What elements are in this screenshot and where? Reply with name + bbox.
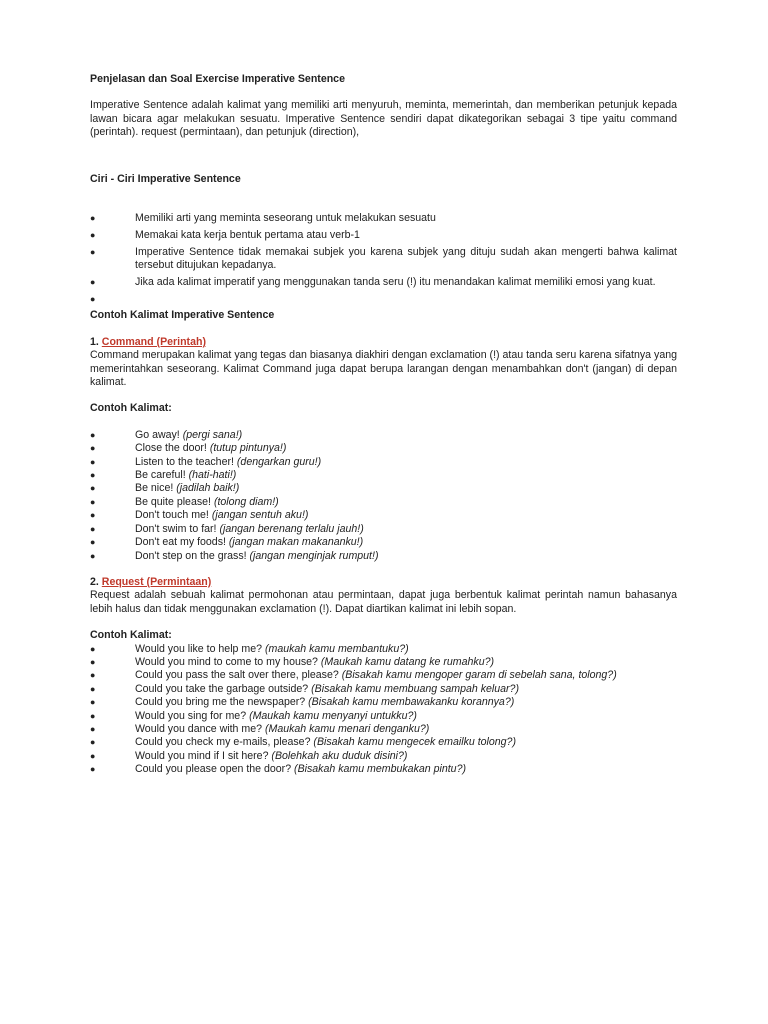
- list-item: ● Imperative Sentence tidak memakai subjek you karena subjek yang dituju sudah akan mengerti bahwa kalimat tersebut ditujukan kepadanya.: [90, 245, 677, 272]
- list-item: ● Close the door! (tutup pintunya!): [90, 442, 287, 455]
- list-item: ● Would you like to help me? (maukah kamu membantuku?): [90, 642, 409, 655]
- bullet-icon: ●: [90, 456, 96, 467]
- list-item: ● Could you bring me the newspaper? (Bisakah kamu membawakanku korannya?): [90, 696, 515, 709]
- request-examples-heading: Contoh Kalimat:: [90, 629, 172, 642]
- list-item: ● Could you please open the door? (Bisakah kamu membukakan pintu?): [90, 763, 466, 776]
- bullet-icon: ●: [90, 523, 96, 534]
- bullet-icon: ●: [90, 643, 96, 654]
- bullet-icon: ●: [90, 697, 96, 708]
- list-item: ● Be quite please! (tolong diam!): [90, 495, 279, 508]
- bullet-icon: ●: [90, 537, 96, 548]
- command-examples-list: [90, 429, 677, 563]
- bullet-icon: ●: [90, 550, 96, 561]
- intro-paragraph: Imperative Sentence adalah kalimat yang memiliki arti menyuruh, meminta, memerintah, dan memberikan petunjuk kepada lawan bicara agar melakukan sesuatu. Imperative Sentence sendiri dapat dikategorikan sebagai 3 tipe yaitu command (perintah). request (permintaan), dan petunjuk (direction),: [90, 99, 677, 139]
- command-description: Command merupakan kalimat yang tegas dan biasanya diakhiri dengan exclamation (!) atau tanda seru karena sifatnya yang memerintahkan seseorang. Kalimat Command juga dapat berupa larangan dengan menambahkan don't (jangan) di depan kalimat.: [90, 349, 677, 389]
- document-content: [90, 73, 677, 777]
- bullet-icon: ●: [90, 429, 96, 440]
- list-item: ● Be nice! (jadilah baik!): [90, 482, 240, 495]
- bullet-icon: ●: [90, 764, 96, 775]
- bullet-icon: ●: [90, 737, 96, 748]
- bullet-icon: ●: [90, 276, 96, 287]
- bullet-icon: ●: [90, 683, 96, 694]
- list-item: ● Could you pass the salt over there, please? (Bisakah kamu mengoper garam di sebelah sana, tolong?): [90, 669, 617, 682]
- bullet-icon: ●: [90, 656, 96, 667]
- command-section-title: 1. Command (Perintah): [90, 335, 206, 348]
- request-description: Request adalah sebuah kalimat permohonan atau permintaan, dapat juga berbentuk kalimat perintah namun bahasanya lebih halus dan tidak menggunakan exclamation (!). Dapat diartikan kalimat ini lebih sopan.: [90, 589, 677, 615]
- list-item: ● Don't step on the grass! (jangan menginjak rumput!): [90, 549, 379, 562]
- bullet-icon: ●: [90, 670, 96, 681]
- request-link[interactable]: Request (Permintaan): [101, 575, 212, 588]
- command-examples-heading: Contoh Kalimat:: [90, 402, 172, 415]
- bullet-icon: ●: [90, 229, 96, 240]
- list-item: ● Listen to the teacher! (dengarkan guru!): [90, 455, 322, 468]
- bullet-icon: ●: [90, 496, 96, 507]
- bullet-icon: ●: [90, 510, 96, 521]
- list-item: ● Memakai kata kerja bentuk pertama atau verb-1: [90, 228, 360, 241]
- ciri-list: [90, 212, 677, 306]
- bullet-icon: ●: [90, 443, 96, 454]
- list-item: ● Would you dance with me? (Maukah kamu menari denganku?): [90, 722, 430, 735]
- request-section-title: 2. Request (Permintaan): [90, 575, 212, 588]
- list-item: ● Be careful! (hati-hati!): [90, 469, 237, 482]
- list-item: ● Would you sing for me? (Maukah kamu menyanyi untukku?): [90, 709, 417, 722]
- bullet-icon: ●: [90, 246, 96, 257]
- bullet-icon: ●: [90, 723, 96, 734]
- bullet-icon: ●: [90, 750, 96, 761]
- bullet-icon: ●: [90, 483, 96, 494]
- list-item: ● Memiliki arti yang meminta seseorang untuk melakukan sesuatu: [90, 212, 436, 225]
- list-item: ● Could you take the garbage outside? (Bisakah kamu membuang sampah keluar?): [90, 682, 519, 695]
- bullet-icon: ●: [90, 213, 96, 224]
- ciri-heading: Ciri - Ciri Imperative Sentence: [90, 172, 241, 185]
- list-item: ● Go away! (pergi sana!): [90, 428, 243, 441]
- list-item: ● Would you mind if I sit here? (Bolehkah aku duduk disini?): [90, 749, 408, 762]
- list-item: ● Jika ada kalimat imperatif yang menggunakan tanda seru (!) itu menandakan kalimat memiliki emosi yang kuat.: [90, 275, 656, 288]
- list-item: [90, 293, 677, 306]
- bullet-icon: ●: [90, 293, 96, 304]
- bullet-icon: ●: [90, 470, 96, 481]
- list-item: ● Would you mind to come to my house? (Maukah kamu datang ke rumahku?): [90, 655, 495, 668]
- request-examples-list: [90, 643, 677, 777]
- list-item: ● Don't swim to far! (jangan berenang terlalu jauh!): [90, 522, 364, 535]
- list-item: ● Could you check my e-mails, please? (Bisakah kamu mengecek emailku tolong?): [90, 736, 516, 749]
- command-link[interactable]: Command (Perintah): [101, 335, 206, 348]
- list-item: ● Don't eat my foods! (jangan makan makananku!): [90, 536, 364, 549]
- contoh-heading: Contoh Kalimat Imperative Sentence: [90, 309, 275, 322]
- document-title: Penjelasan dan Soal Exercise Imperative Sentence: [90, 73, 345, 85]
- bullet-icon: ●: [90, 710, 96, 721]
- list-item: ● Don't touch me! (jangan sentuh aku!): [90, 509, 309, 522]
